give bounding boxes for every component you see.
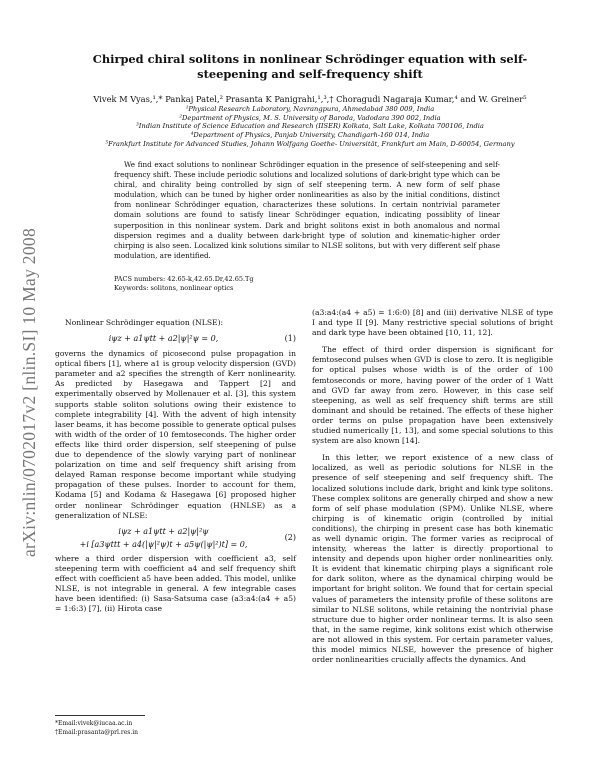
affiliation: ²Department of Physics, M. S. University of Baroda, Vadodara 390 002, India: [179, 113, 441, 122]
footnote: *Email:vivek@iucaa.ac.in: [55, 720, 133, 727]
body-paragraph: The effect of third order dispersion is significant for femtosecond pulses when GVD is close to zero. It is negligible for optical pulses whose width is of the order of 100 femtoseconds or more, having power of the order of 1 Watt and GVD far away from zero. However, in this case self steepening, as well as self frequency shift terms are still dominant and should be retained. The effects of these higher order terms on pulse propagation have been extensively studied numerically [1, 13], and some special solutions to this system are also known [14].: [312, 345, 553, 446]
equation-number: (1): [284, 334, 296, 344]
footnote: †Email:prasanta@prl.res.in: [55, 728, 139, 736]
keywords: Keywords: solitons, nonlinear optics: [114, 284, 234, 292]
equation-2: [55, 525, 296, 551]
abstract: We find exact solutions to nonlinear Schrödinger equation in the presence of self-steepening and self-frequency shift. These include periodic solutions and localized solutions of dark-bright type which can be chiral, and chirality being controlled by sign of self steepening term. A new form of self phase modulation, which can be tuned by higher order nonlinearities as also by the initial conditions, distinct from nonlinear Schrödinger equation, characterizes these solutions. In certain nontrivial parameter domain solutions are found to satisfy linear Schrödinger equation, indicating possiblity of linear superposition in this nonlinear system. Dark and bright solitons exist in both anomalous and normal dispersion regimes and a duality between dark-bright type of solution and kinematic-higher order chirping is also seen. Localized kink solutions similar to NLSE solitons, but with very different self phase modulation, are identified.: [114, 160, 500, 260]
affiliation: ³Indian Institute of Science Education and Research (IISER) Kolkata, Salt Lake, Kolkata 700106, India: [136, 122, 484, 131]
affiliation: ¹Physical Research Laboratory, Navrangpura, Ahmedabad 380 009, India: [185, 105, 435, 113]
equation-body: [55, 525, 272, 551]
arxiv-stamp-text: arXiv:nlin/0702017v2 [nlin.SI] 10 May 2008: [19, 227, 40, 557]
body-paragraph: In this letter, we report existence of a new class of localized, as well as periodic solutions for NLSE in the presence of self steepening and self frequency shift. The localized solutions include dark, bright and kink type solitons. These complex solitons are generally chirped and show a new form of self phase modulation (SPM). Unlike NLSE, where chirping is of kinematic origin (controlled by initial conditions), the chirping in present case has both kinematic as well dynamic origin. The former varies as reciprocal of intensity, whereas the latter is directly proportional to intensity and depends upon higher order nonlinearities only. It is evident that kinematic chirping plays a significant role for dark soliton, where as the dynamical chirping would be important for bright soliton. We found that for certain special values of parameters the intensity profile of these solitons are similar to NLSE solitons, while retaining the nontrivial phase structure due to higher order nonlinear terms. It is also seen that, in the same regime, kink solitons exist which otherwise are not allowed in this system. For certain parameter values, this model mimics NLSE, however the presence of higher order nonlinearities crucially affects the dynamics. And: [312, 453, 553, 665]
paper-metadata: [114, 275, 500, 293]
paper-title: Chirped chiral solitons in nonlinear Schrödinger equation with self-steepening and self-frequency shift: [92, 52, 528, 81]
right-column: [312, 308, 553, 665]
pacs-numbers: PACS numbers: 42.65-k,42.65.Dr,42.65.Tg: [114, 275, 254, 283]
arxiv-stamp: [18, 212, 42, 572]
affiliation: ⁵Frankfurt Institute for Advanced Studies, Johann Wolfgang Goethe- Universität, Frankfurt am Main, D-60054, Germany: [105, 139, 515, 148]
body-paragraph: where a third order dispersion with coefficient a3, self steepening term with coefficient a4 and self frequency shift effect with coefficient a5 have been added. This model, unlike NLSE, is not integrable in general. A few integrable cases have been identified: (i) Sasa-Satsuma case (a3:a4:(a4 + a5) = 1:6:3) [7], (ii) Hirota case: [55, 553, 296, 614]
footnotes: [55, 720, 138, 737]
footnote-rule: [55, 715, 145, 716]
equation-line: +i [a3ψttt + a4(|ψ|²ψ)t + a5ψ(|ψ|²)t] = 0,: [79, 539, 248, 549]
equation-number: (2): [284, 533, 296, 543]
left-column: [55, 318, 296, 614]
author-list: Vivek M Vyas,¹,* Pankaj Patel,² Prasanta K Panigrahi,¹,³,† Choragudi Nagaraja Kumar,⁴ and W. Greiner⁵: [93, 94, 527, 104]
body-paragraph: governs the dynamics of picosecond pulse propagation in optical fibers [1], where a1 is group velocity dispersion (GVD) parameter and a2 specifies the strength of Kerr nonlinearity. As predicted by Hasegawa and Tappert [2] and experimentally observed by Mollenauer et al. [3], this system supports stable soliton solutions owing their existence to complete integrability [4]. With the advent of high intensity laser beams, it has become possible to generate optical pulses with width of the order of 10 femtoseconds. The higher order effects like third order dispersion, self steepening of pulse due to dependence of the slowly varying part of nonlinear polarization on time and self frequency shift arising from delayed Raman response become important while studying propagation of these pulses. Inorder to account for them, Kodama [5] and Kodama & Hasegawa [6] proposed higher order nonlinear Schrödinger equation (HNLSE) as a generalization of NLSE:: [55, 349, 296, 520]
equation-body: iψz + a1ψtt + a2|ψ|²ψ = 0,: [108, 334, 219, 344]
body-paragraph: (a3:a4:(a4 + a5) = 1:6:0) [8] and (iii) derivative NLSE of type I and type II [9]. Many restrictive special solutions of bright and dark type have been obtained [10, 11, 12].: [312, 308, 553, 338]
affiliations: [55, 105, 565, 149]
equation-line: iψz + a1ψtt + a2|ψ|²ψ: [118, 526, 209, 536]
equation-1: [55, 331, 296, 347]
body-paragraph: Nonlinear Schrödinger equation (NLSE):: [65, 318, 224, 327]
affiliation: ⁴Department of Physics, Panjab University, Chandigarh-160 014, India: [190, 131, 430, 140]
